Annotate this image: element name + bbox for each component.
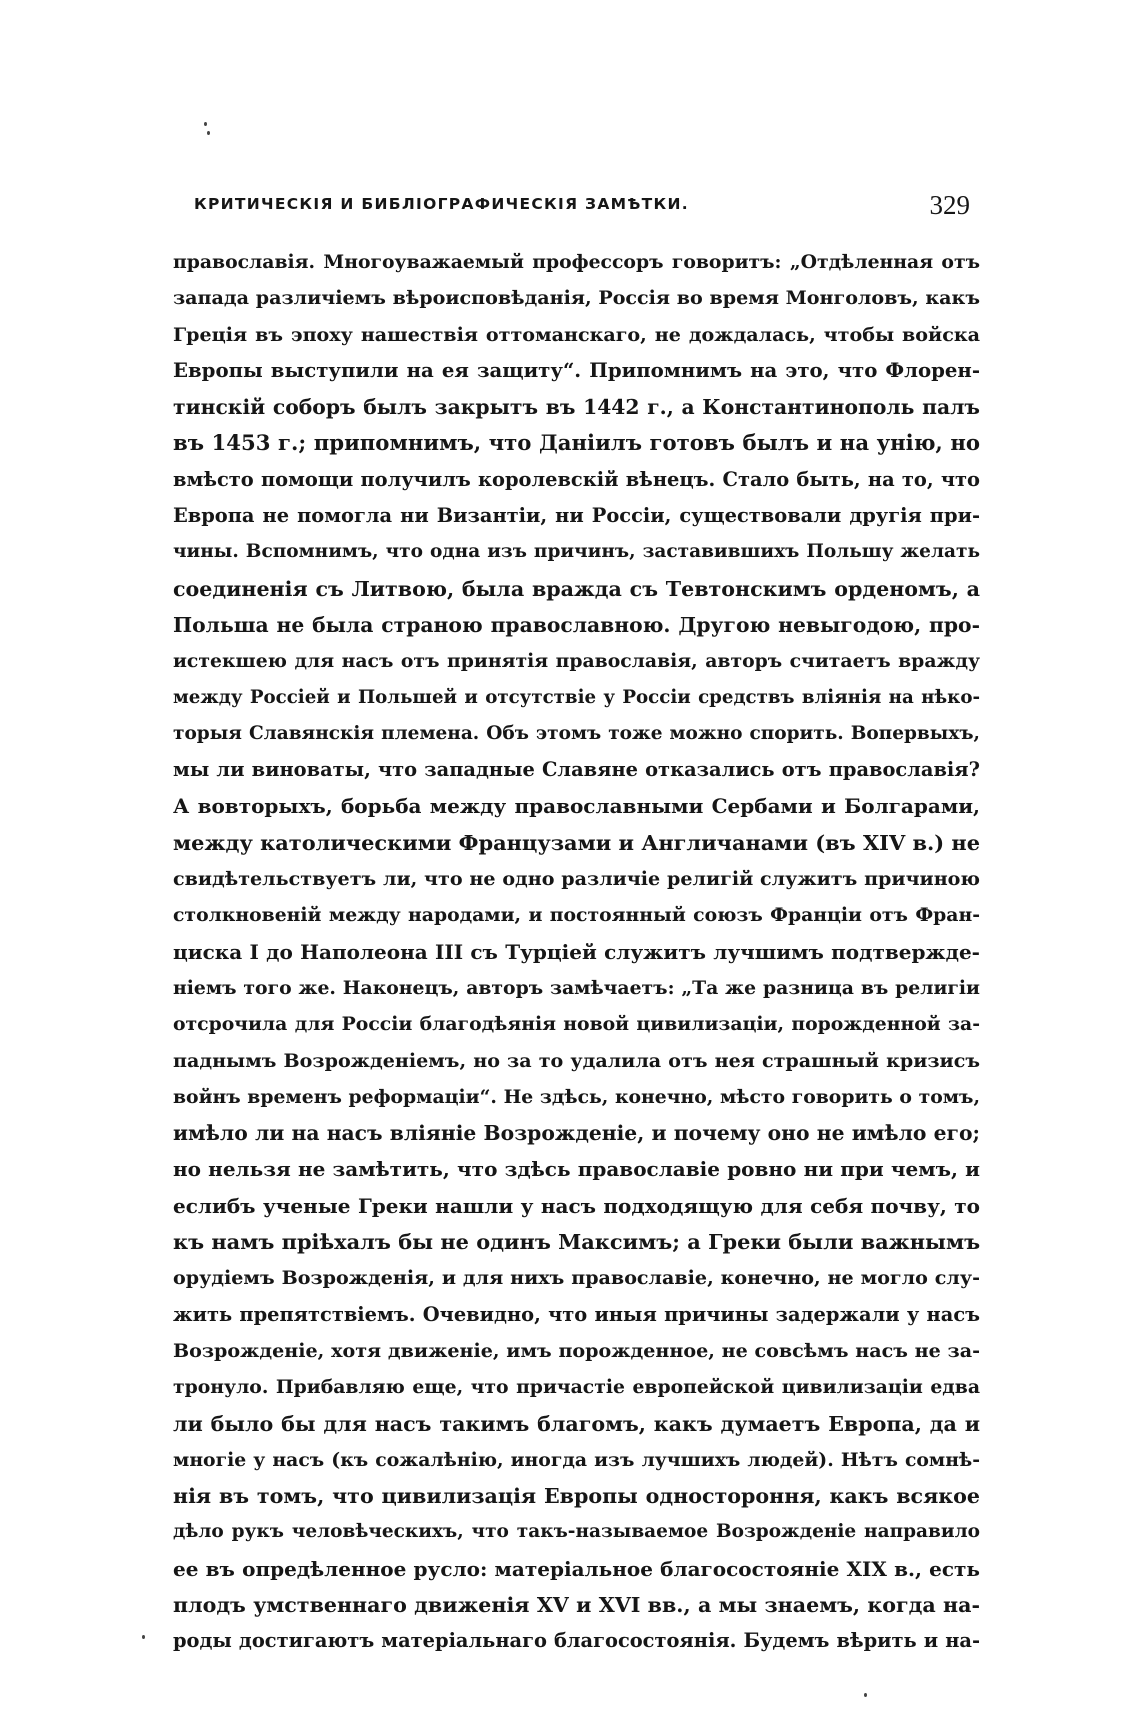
text-line: дѣло рукъ человѣческихъ, что такъ-называемое Возрожденіе направило <box>173 1521 980 1543</box>
text-line: торыя Славянскія племена. Объ этомъ тоже можно спорить. Вопервыхъ, <box>173 722 980 744</box>
text-line: запада различіемъ вѣроисповѣданія, Россія во время Монголовъ, какъ <box>173 286 980 310</box>
text-line: Возрожденіе, хотя движеніе, имъ порожденное, не совсѣмъ насъ не за- <box>173 1338 980 1362</box>
text-line: отсрочила для Россіи благодѣянія новой цивилизаціи, порожденной за- <box>173 1013 980 1036</box>
text-line: между Россіей и Польшей и отсутствіе у Россіи средствъ вліянія на нѣко- <box>173 686 980 708</box>
text-line: роды достигаютъ матеріальнаго благосостоянія. Будемъ вѣрить и на- <box>173 1629 980 1653</box>
text-line: имѣло ли на насъ вліяніе Возрожденіе, и почему оно не имѣло его; <box>173 1121 980 1146</box>
text-line: вмѣсто помощи получилъ королевскій вѣнецъ. Стало быть, на то, что <box>173 467 980 491</box>
text-line: между католическими Французами и Англичанами (въ XIV в.) не <box>173 829 980 855</box>
text-line: войнъ временъ реформаціи“. Не здѣсь, конечно, мѣсто говорить о томъ, <box>173 1085 980 1108</box>
scan-speck <box>207 131 210 135</box>
text-line: столкновеній между народами, и постоянный союзъ Франціи отъ Фран- <box>173 904 980 927</box>
text-line: Греція въ эпоху нашествія оттоманскаго, не дождалась, чтобы войска <box>173 322 980 346</box>
text-line: Европа не помогла ни Византіи, ни Россіи, существовали другія при- <box>173 504 980 528</box>
text-line: ніемъ того же. Наконецъ, авторъ замѣчаетъ: „Та же разница въ религіи <box>173 976 980 999</box>
running-title: КРИТИЧЕСКІЯ И БИБЛІОГРАФИЧЕСКІЯ ЗАМѢТКИ. <box>194 195 689 213</box>
text-line: но нельзя не замѣтить, что здѣсь православіе ровно ни при чемъ, и <box>173 1157 980 1182</box>
text-line: тинскій соборъ былъ закрытъ въ 1442 г., а Константинополь палъ <box>173 395 980 420</box>
text-line: многіе у насъ (къ сожалѣнію, иногда изъ лучшихъ людей). Нѣтъ сомнѣ- <box>173 1448 980 1471</box>
text-line: нія въ томъ, что цивилизація Европы одностороння, какъ всякое <box>173 1484 980 1509</box>
text-line: мы ли виноваты, что западные Славяне отказались отъ православія? <box>173 758 980 782</box>
text-line: чины. Вспомнимъ, что одна изъ причинъ, заставившихъ Польшу желать <box>173 541 980 563</box>
text-line: ли было бы для насъ такимъ благомъ, какъ думаетъ Европа, да и <box>173 1411 980 1436</box>
body-text <box>173 244 980 1660</box>
text-line: орудіемъ Возрожденія, и для нихъ православіе, конечно, не могло слу- <box>173 1266 980 1290</box>
text-line: къ намъ пріѣхалъ бы не одинъ Максимъ; а Греки были важнымъ <box>173 1229 981 1255</box>
text-line: еслибъ ученые Греки нашли у насъ подходящую для себя почву, то <box>173 1193 980 1218</box>
page-number: 329 <box>929 190 970 220</box>
scan-speck <box>204 122 207 126</box>
text-line: плодъ умственнаго движенія XV и XVI вв., а мы знаемъ, когда на- <box>173 1592 980 1617</box>
scan-speck <box>142 1635 145 1639</box>
text-line: Польша не была страною православною. Другою невыгодою, про- <box>173 612 980 637</box>
text-line: въ 1453 г.; припомнимъ, что Даніилъ готовъ былъ и на унію, но <box>173 430 980 456</box>
text-line: жить препятствіемъ. Очевидно, что иныя причины задержали у насъ <box>173 1302 980 1326</box>
text-line: ее въ опредѣленное русло: матеріальное благосостояніе XIX в., есть <box>173 1556 980 1581</box>
scan-speck <box>864 1693 867 1697</box>
text-line: Европы выступили на ея защиту“. Припомнимъ на это, что Флорен- <box>173 358 980 382</box>
text-line: циска I до Наполеона III съ Турціей служитъ лучшимъ подтвержде- <box>173 939 980 964</box>
text-line: соединенія съ Литвою, была вражда съ Тевтонскимъ орденомъ, а <box>173 576 980 601</box>
text-line: тронуло. Прибавляю еще, что причастіе европейской цивилизаціи едва <box>173 1376 980 1399</box>
text-line: истекшею для насъ отъ принятія православія, авторъ считаетъ вражду <box>173 650 980 673</box>
page-header <box>173 190 980 226</box>
text-line: свидѣтельствуетъ ли, что не одно различіе религій служитъ причиною <box>173 867 980 891</box>
text-line: А вовторыхъ, борьба между православными Сербами и Болгарами, <box>173 794 980 819</box>
text-line: православія. Многоуважаемый профессоръ говоритъ: „Отдѣленная отъ <box>173 251 980 273</box>
text-line: паднымъ Возрожденіемъ, но за то удалила отъ нея страшный кризисъ <box>173 1048 980 1072</box>
